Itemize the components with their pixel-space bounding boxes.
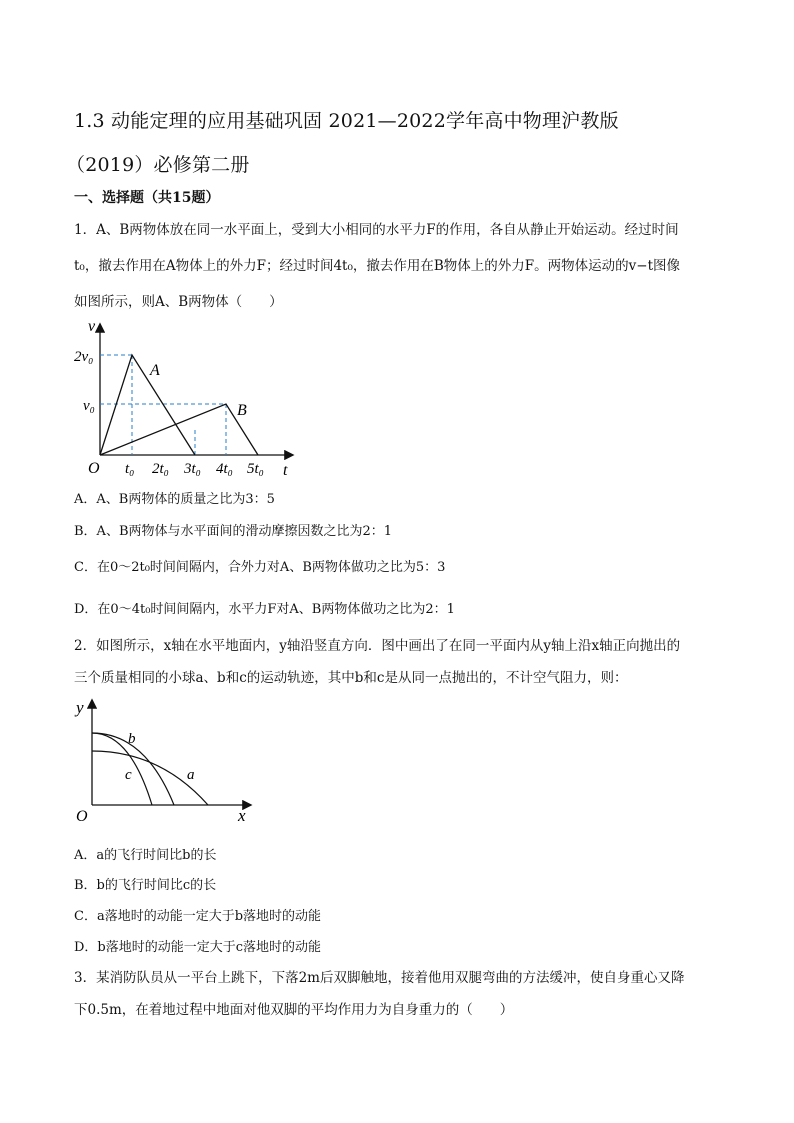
document-title-line2: （2019）必修第二册: [66, 154, 250, 176]
q2-y-axis-label: y: [76, 698, 84, 717]
q1-origin-label: O: [88, 460, 100, 477]
q1-tick-4t0: 4t₀: [216, 461, 233, 477]
q1-curve-b-label: B: [237, 402, 247, 419]
q1-y-axis-label: v: [88, 318, 96, 335]
q1-curve-a-label: A: [150, 362, 160, 379]
q1-text-line1: 1．A、B两物体放在同一水平面上，受到大小相同的水平力F的作用，各自从静止开始运动。经过时间: [74, 222, 679, 238]
q2-label-c: c: [125, 767, 132, 783]
q2-option-c[interactable]: C．a落地时的动能一定大于b落地时的动能: [74, 909, 322, 924]
q2-origin-label: O: [76, 808, 88, 825]
q1-x-axis-label: t: [283, 462, 288, 479]
document-title-line1: 1.3 动能定理的应用基础巩固 2021—2022学年高中物理沪教版: [74, 110, 619, 132]
q1-curve-a: [100, 355, 195, 455]
q1-tick-t0: t₀: [125, 461, 135, 477]
q1-option-a[interactable]: A．A、B两物体的质量之比为3：5: [74, 492, 275, 507]
q2-trajectory-graph: [70, 695, 260, 827]
q1-tick-v0: v₀: [83, 398, 95, 414]
q1-text-line3: 如图所示，则A、B两物体（ ）: [74, 294, 283, 310]
q2-option-b[interactable]: B．b的飞行时间比c的长: [74, 878, 217, 893]
section-heading: 一、选择题（共15题）: [74, 190, 220, 206]
q2-trajectory-c: [92, 733, 152, 805]
q2-option-a[interactable]: A．a的飞行时间比b的长: [74, 848, 217, 863]
q2-text-line2: 三个质量相同的小球a、b和c的运动轨迹，其中b和c是从同一点抛出的，不计空气阻力，则：: [74, 670, 628, 686]
q2-label-b: b: [128, 731, 136, 747]
q2-x-axis-label: x: [238, 806, 246, 825]
q1-tick-2t0: 2t₀: [152, 461, 169, 477]
q2-text-line1: 2．如图所示，x轴在水平地面内，y轴沿竖直方向．图中画出了在同一平面内从y轴上沿x轴正向抛出的: [74, 638, 681, 654]
q1-option-d[interactable]: D．在0～4t₀时间间隔内，水平力F对A、B两物体做功之比为2：1: [74, 602, 455, 617]
q1-option-b[interactable]: B．A、B两物体与水平面间的滑动摩擦因数之比为2：1: [74, 524, 393, 539]
q2-option-d[interactable]: D．b落地时的动能一定大于c落地时的动能: [74, 940, 322, 955]
q2-label-a: a: [187, 767, 195, 783]
q1-text-line2: t₀，撤去作用在A物体上的外力F；经过时间4t₀，撤去作用在B物体上的外力F。两物体运动的v−t图像: [74, 258, 681, 274]
q1-option-c[interactable]: C．在0～2t₀时间间隔内，合外力对A、B两物体做功之比为5：3: [74, 560, 446, 575]
q1-vt-graph: [74, 315, 310, 480]
q3-text-line1: 3．某消防队员从一平台上跳下，下落2m后双脚触地，接着他用双腿弯曲的方法缓冲，使自身重心又降: [74, 970, 685, 986]
q1-tick-2v0: 2v₀: [74, 349, 94, 365]
q1-tick-5t0: 5t₀: [247, 461, 264, 477]
q1-tick-3t0: 3t₀: [184, 461, 201, 477]
q3-text-line2: 下0.5m，在着地过程中地面对他双脚的平均作用力为自身重力的（ ）: [74, 1002, 514, 1018]
